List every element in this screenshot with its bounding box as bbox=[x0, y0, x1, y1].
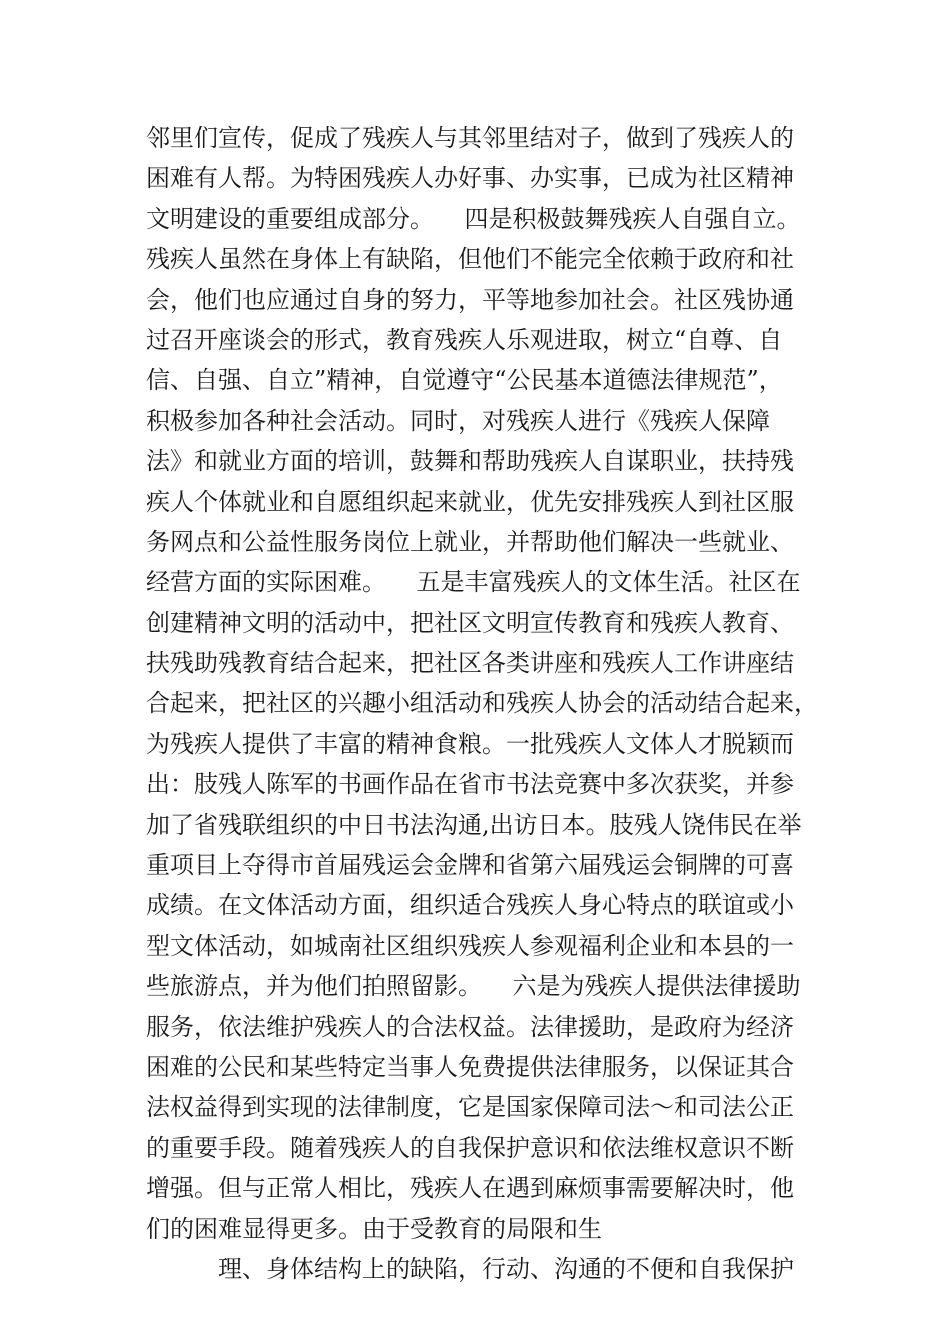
text-line: 文明建设的重要组成部分。 四是积极鼓舞残疾人自强自立。 bbox=[146, 204, 801, 233]
text-line: 为残疾人提供了丰富的精神食粮。一批残疾人文体人才脱颖而 bbox=[146, 729, 794, 758]
text-line: 务网点和公益性服务岗位上就业，并帮助他们解决一些就业、 bbox=[146, 527, 794, 556]
text-line: 些旅游点，并为他们拍照留影。 六是为残疾人提供法律援助 bbox=[146, 972, 801, 1001]
text-line: 会，他们也应通过自身的努力，平等地参加社会。社区残协通 bbox=[146, 285, 794, 314]
body-text bbox=[146, 118, 818, 1289]
text-line: 法》和就业方面的培训，鼓舞和帮助残疾人自谋职业，扶持残 bbox=[146, 447, 794, 476]
text-line: 服务，依法维护残疾人的合法权益。法律援助，是政府为经济 bbox=[146, 1012, 794, 1041]
text-line: 经营方面的实际困难。 五是丰富残疾人的文体生活。社区在 bbox=[146, 568, 801, 597]
text-line: 出：肢残人陈军的书画作品在省市书法竞赛中多次获奖，并参 bbox=[146, 770, 794, 799]
text-line: 扶残助残教育结合起来，把社区各类讲座和残疾人工作讲座结 bbox=[146, 649, 794, 678]
text-line: 加了省残联组织的中日书法沟通,出访日本。肢残人饶伟民在举 bbox=[146, 810, 802, 839]
text-line: 们的困难显得更多。由于受教育的局限和生 bbox=[146, 1214, 602, 1243]
text-line: 成绩。在文体活动方面，组织适合残疾人身心特点的联谊或小 bbox=[146, 891, 794, 920]
text-line-indented: 理、身体结构上的缺陷，行动、沟通的不便和自我保护 bbox=[218, 1254, 794, 1283]
text-line: 积极参加各种社会活动。同时，对残疾人进行《残疾人保障 bbox=[146, 406, 770, 435]
text-line: 残疾人虽然在身体上有缺陷，但他们不能完全依赖于政府和社 bbox=[146, 245, 794, 274]
text-line: 合起来，把社区的兴趣小组活动和残疾人协会的活动结合起来， bbox=[146, 689, 818, 718]
text-line: 创建精神文明的活动中，把社区文明宣传教育和残疾人教育、 bbox=[146, 608, 794, 637]
text-line: 邻里们宣传，促成了残疾人与其邻里结对子，做到了残疾人的 bbox=[146, 124, 794, 152]
text-line: 重项目上夺得市首届残运会金牌和省第六届残运会铜牌的可喜 bbox=[146, 851, 794, 880]
text-line: 的重要手段。随着残疾人的自我保护意识和依法维权意识不断 bbox=[146, 1133, 794, 1162]
text-line: 困难有人帮。为特困残疾人办好事、办实事，已成为社区精神 bbox=[146, 164, 794, 193]
text-line: 疾人个体就业和自愿组织起来就业，优先安排残疾人到社区服 bbox=[146, 487, 794, 516]
text-line: 增强。但与正常人相比，残疾人在遇到麻烦事需要解决时，他 bbox=[146, 1174, 794, 1203]
text-line: 型文体活动，如城南社区组织残疾人参观福利企业和本县的一 bbox=[146, 931, 794, 960]
text-line: 过召开座谈会的形式，教育残疾人乐观进取，树立“自尊、自 bbox=[146, 325, 783, 354]
text-line: 困难的公民和某些特定当事人免费提供法律服务，以保证其合 bbox=[146, 1052, 794, 1081]
text-line: 法权益得到实现的法律制度，它是国家保障司法～和司法公正 bbox=[146, 1093, 794, 1122]
text-line: 信、自强、自立”精神，自觉遵守“公民基本道德法律规范”， bbox=[146, 366, 783, 395]
